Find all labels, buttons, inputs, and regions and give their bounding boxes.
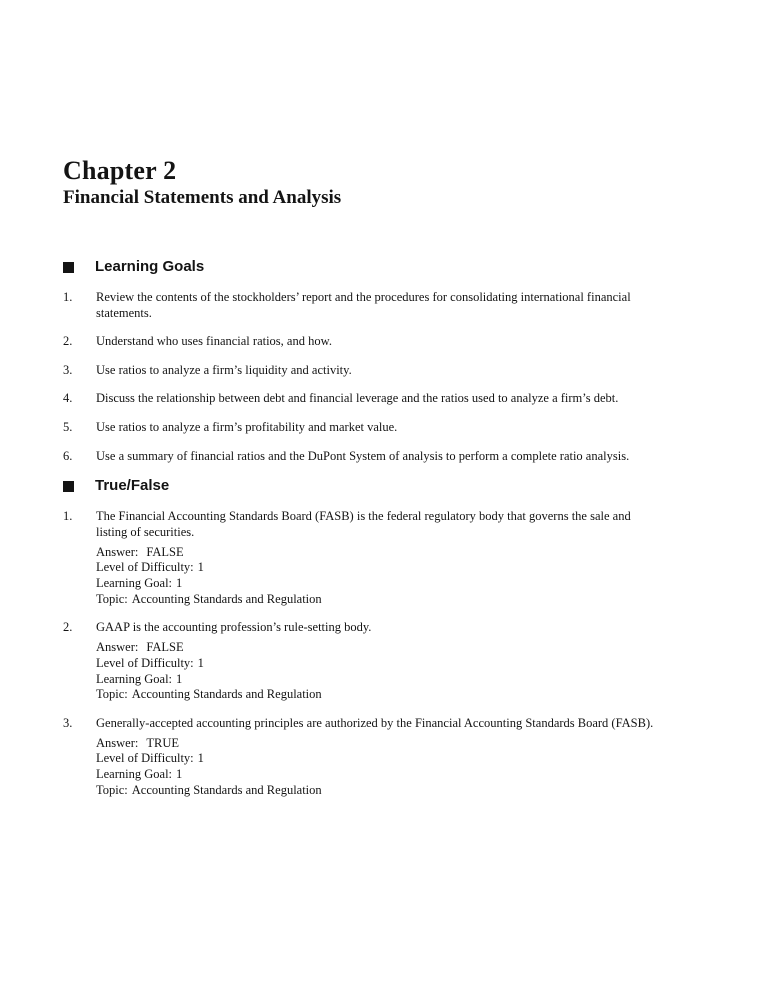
question-number: 1.: [63, 509, 73, 524]
difficulty-label: Level of Difficulty:: [96, 751, 194, 766]
learning-goal-line: [96, 576, 656, 592]
difficulty-value: 1: [197, 655, 204, 670]
topic-value: Accounting Standards and Regulation: [131, 782, 322, 797]
section-heading-label: Learning Goals: [95, 258, 205, 275]
answer-label: Answer:: [96, 735, 139, 750]
difficulty-value: 1: [197, 751, 204, 766]
topic-line: [96, 687, 656, 703]
answer-label: Answer:: [96, 640, 139, 655]
list-item: [63, 334, 708, 350]
answer-line: [96, 736, 656, 752]
difficulty-label: Level of Difficulty:: [96, 560, 194, 575]
list-item: [63, 391, 708, 407]
answer-value: FALSE: [146, 640, 184, 655]
item-number: 1.: [63, 290, 73, 304]
list-item: [63, 290, 708, 321]
item-text: Understand who uses financial ratios, and how.: [96, 334, 332, 349]
true-false-question-list: [63, 509, 708, 798]
section-heading-learning-goals: [63, 258, 708, 276]
item-number: 3.: [63, 362, 73, 377]
item-number: 4.: [63, 391, 73, 406]
learning-goal-label: Learning Goal:: [96, 576, 173, 591]
question-item: [63, 620, 708, 702]
page-subtitle: Financial Statements and Analysis: [63, 187, 342, 208]
learning-goal-label: Learning Goal:: [96, 766, 173, 781]
list-item: [63, 449, 708, 465]
answer-block: [96, 545, 656, 607]
question-item: [63, 716, 708, 798]
item-text: Review the contents of the stockholders’ report and the procedures for consolidating international financial statements.: [96, 290, 631, 320]
learning-goal-value: 1: [176, 766, 183, 781]
item-text: Use a summary of financial ratios and the DuPont System of analysis to perform a complete ratio analysis.: [96, 448, 630, 463]
answer-line: [96, 545, 656, 561]
difficulty-line: [96, 560, 656, 576]
learning-goal-value: 1: [176, 671, 183, 686]
section-heading-label: True/False: [95, 477, 170, 495]
topic-label: Topic:: [96, 591, 128, 606]
difficulty-line: [96, 656, 656, 672]
topic-value: Accounting Standards and Regulation: [131, 687, 322, 702]
page-title: Chapter 2: [63, 156, 177, 185]
item-number: 2.: [63, 334, 73, 349]
answer-line: [96, 640, 656, 656]
answer-block: [96, 640, 656, 702]
item-text: Use ratios to analyze a firm’s liquidity and activity.: [96, 362, 352, 377]
question-item: [63, 509, 708, 607]
question-text: Generally-accepted accounting principles are authorized by the Financial Accounting Standards Board (FASB).: [96, 715, 654, 730]
question-text: GAAP is the accounting profession’s rule-setting body.: [96, 620, 372, 635]
topic-line: [96, 783, 656, 799]
item-text: Discuss the relationship between debt and financial leverage and the ratios used to analyze a firm’s debt.: [96, 391, 619, 406]
question-text: The Financial Accounting Standards Board (FASB) is the federal regulatory body that governs the sale and listing of securities.: [96, 509, 631, 539]
answer-value: FALSE: [146, 544, 184, 559]
list-item: [63, 363, 708, 379]
item-number: 5.: [63, 419, 73, 434]
answer-block: [96, 736, 656, 798]
difficulty-line: [96, 751, 656, 767]
difficulty-value: 1: [197, 560, 204, 575]
topic-value: Accounting Standards and Regulation: [131, 591, 322, 606]
item-text: Use ratios to analyze a firm’s profitability and market value.: [96, 419, 398, 434]
learning-goal-line: [96, 672, 656, 688]
answer-label: Answer:: [96, 544, 139, 559]
learning-goal-label: Learning Goal:: [96, 671, 173, 686]
topic-label: Topic:: [96, 782, 128, 797]
learning-goal-line: [96, 767, 656, 783]
topic-label: Topic:: [96, 687, 128, 702]
square-bullet-icon: [63, 481, 74, 492]
learning-goal-value: 1: [176, 576, 183, 591]
learning-goals-list: [63, 290, 708, 464]
topic-line: [96, 592, 656, 608]
square-bullet-icon: [63, 262, 74, 273]
difficulty-label: Level of Difficulty:: [96, 655, 194, 670]
list-item: [63, 420, 708, 436]
answer-value: TRUE: [146, 735, 179, 750]
question-number: 2.: [63, 620, 73, 635]
section-heading-true-false: [63, 477, 708, 495]
question-number: 3.: [63, 715, 73, 730]
item-number: 6.: [63, 448, 73, 463]
